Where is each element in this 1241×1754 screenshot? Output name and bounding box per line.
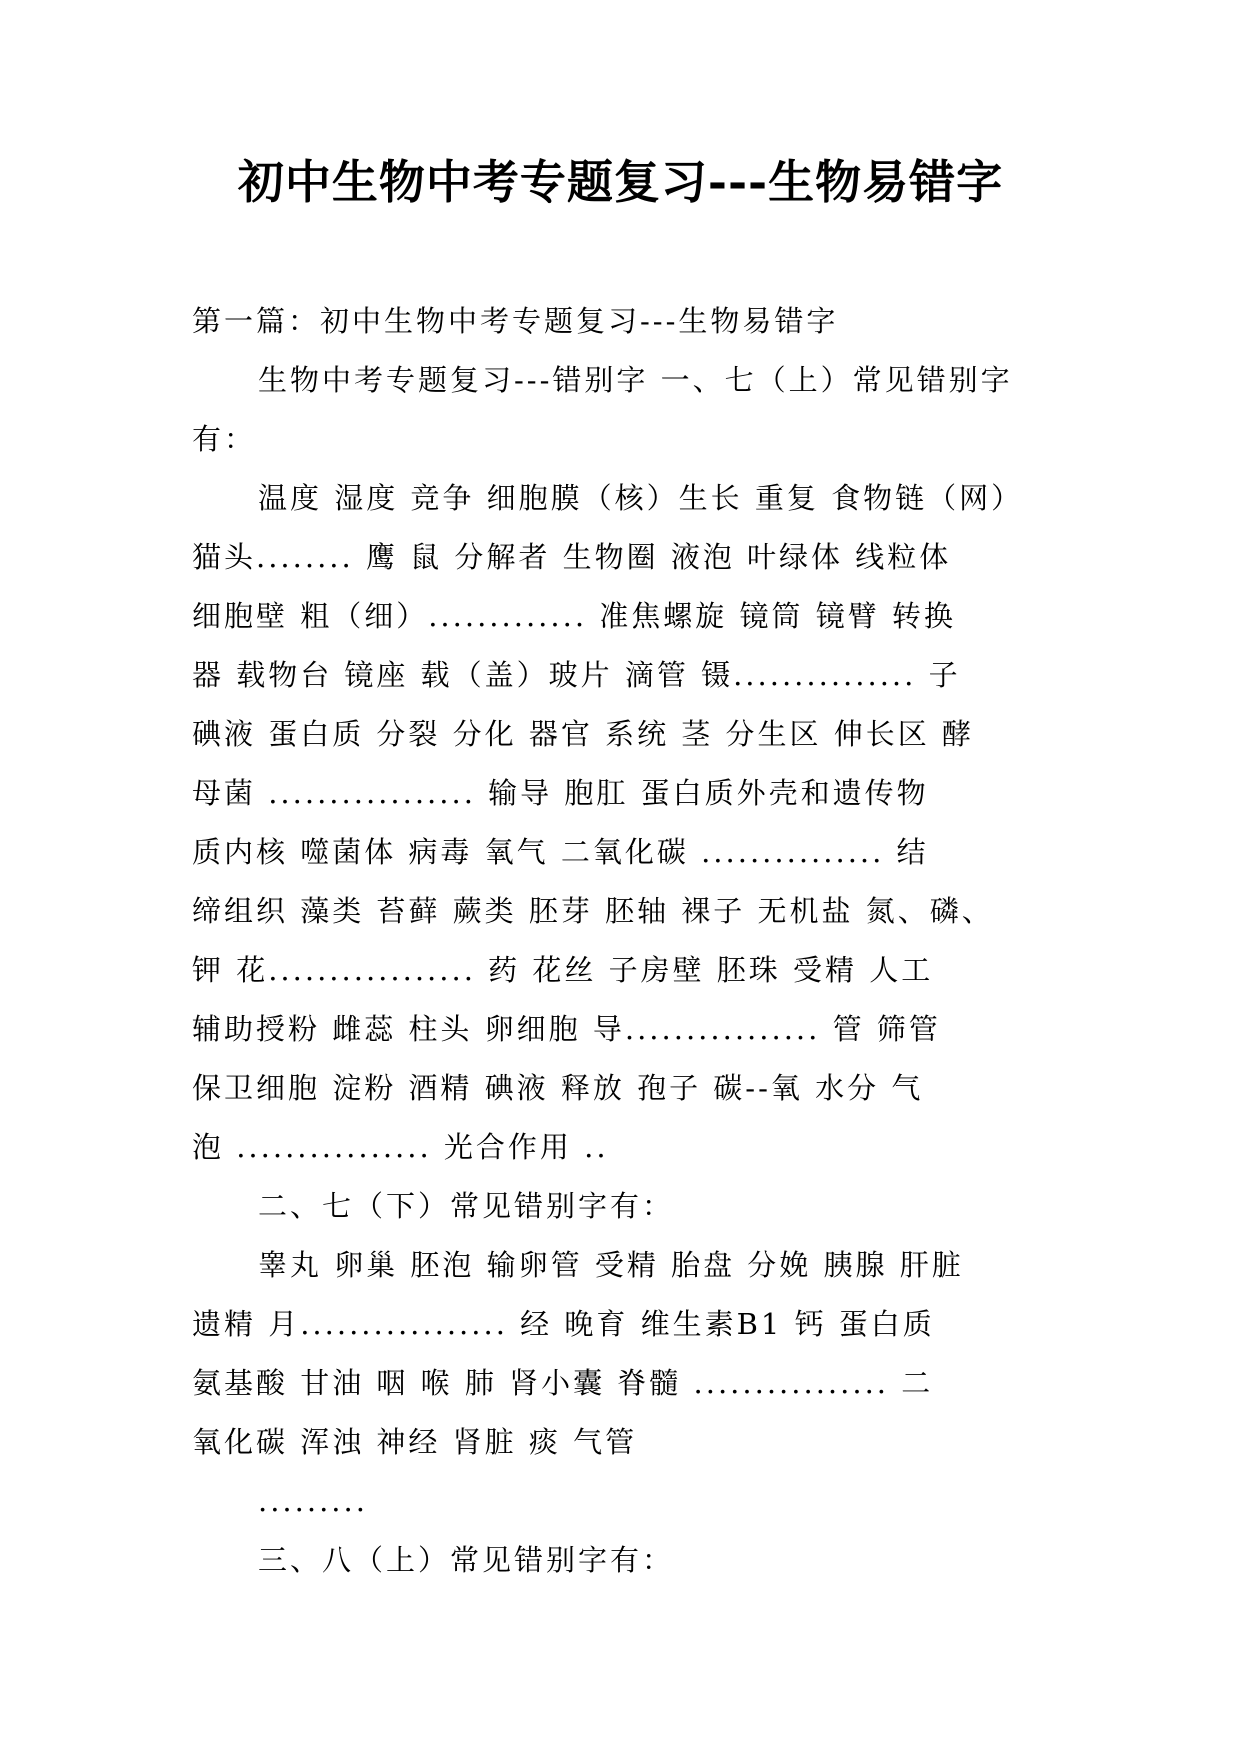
text-line: 氨基酸 甘油 咽 喉 肺 肾小囊 脊髓 ................ 二 <box>192 1366 934 1400</box>
document-title: 初中生物中考专题复习---生物易错字 <box>237 155 1004 209</box>
text-line: 钾 花................. 药 花丝 子房壁 胚珠 受精 人工 <box>192 953 934 987</box>
text-line: 母菌 ................. 输导 胞肛 蛋白质外壳和遗传物 <box>192 776 929 810</box>
text-line: 温度 湿度 竞争 细胞膜（核）生长 重复 食物链（网） <box>258 481 1024 515</box>
text-line: 缔组织 藻类 苔藓 蕨类 胚芽 胚轴 裸子 无机盐 氮、磷、 <box>192 894 994 928</box>
text-line: 质内核 噬菌体 病毒 氧气 二氧化碳 ............... 结 <box>192 835 929 869</box>
text-line: 氧化碳 浑浊 神经 肾脏 痰 气管 <box>192 1425 638 1459</box>
document-body <box>192 292 1050 1590</box>
text-line: 碘液 蛋白质 分裂 分化 器官 系统 茎 分生区 伸长区 酵 <box>192 717 974 751</box>
text-line: 细胞壁 粗（细）............. 准焦螺旋 镜筒 镜臂 转换 <box>192 599 956 633</box>
text-line: 二、七（下）常见错别字有： <box>258 1189 675 1223</box>
text-line: 器 载物台 镜座 载（盖）玻片 滴管 镊............... 子 <box>192 658 961 692</box>
text-line: 睾丸 卵巢 胚泡 输卵管 受精 胎盘 分娩 胰腺 肝脏 <box>258 1248 964 1282</box>
text-line: 第一篇：初中生物中考专题复习---生物易错字 <box>192 304 839 338</box>
text-line: 泡 ................ 光合作用 .. <box>192 1130 609 1164</box>
text-line: 生物中考专题复习---错别字 一、七（上）常见错别字 <box>258 363 1013 397</box>
text-line: 保卫细胞 淀粉 酒精 碘液 释放 孢子 碳--氧 水分 气 <box>192 1071 924 1105</box>
text-line: 猫头........ 鹰 鼠 分解者 生物圈 液泡 叶绿体 线粒体 <box>192 540 952 574</box>
text-line: 遗精 月................. 经 晚育 维生素B1 钙 蛋白质 <box>192 1307 935 1341</box>
text-line: 有： <box>192 422 257 456</box>
text-line: ......... <box>258 1484 368 1518</box>
text-line: 辅助授粉 雌蕊 柱头 卵细胞 导................ 管 筛管 <box>192 1012 941 1046</box>
text-line: 三、八（上）常见错别字有： <box>258 1543 675 1577</box>
